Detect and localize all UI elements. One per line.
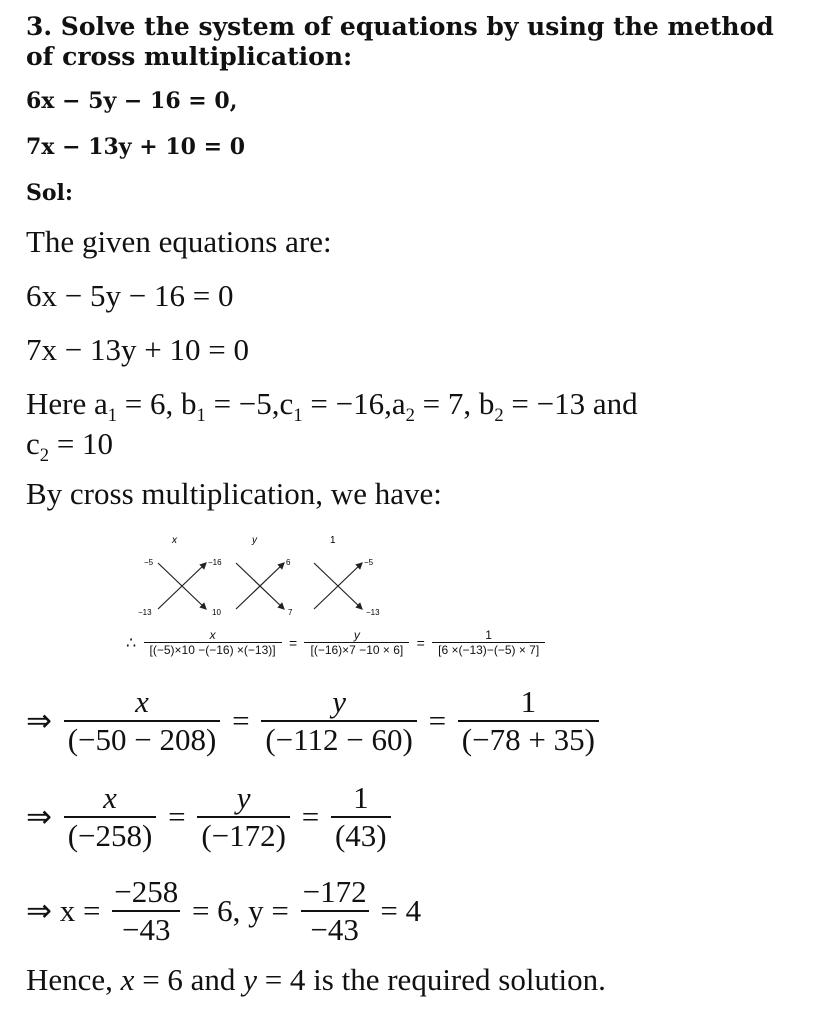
diagram-top-4: −5: [364, 558, 374, 567]
question-title: 3. Solve the system of equations by using the method of cross multiplication:: [26, 12, 774, 71]
given-text: The given equations are:: [26, 224, 332, 259]
given-equation-2: 7x − 13y + 10 = 0: [26, 332, 249, 367]
step4-equation: ⇒ x = $\frac{-258}{-43}$ = 6, y = $\frac{-172}{-43}$ = 4: [26, 874, 422, 947]
step3-one-fraction: $\frac{1}{(43)}$: [331, 780, 391, 854]
step4-x-fraction: $\frac{-258}{-43}$: [114, 874, 179, 947]
step4-y-fraction: $\frac{-172}{-43}$: [302, 874, 367, 947]
diagram-top-3: 6: [286, 558, 291, 567]
step1-equation: ∴ $\frac{x}{[(-5)\times 10 -(-16) \times(-13)]}$ = $\frac{y}{[(-16)\times 7 -10 \times 6]}$ = $\frac{1}{[6 \times(-13)-(-5) \times 7]}$: [122, 628, 545, 657]
cross-multiplication-text: By cross multiplication, we have:: [26, 476, 442, 511]
step2-one-fraction: $\frac{1}{(-78 + 35)}$: [458, 684, 599, 758]
conclusion-text: Hence, x = 6 and y = 4 is the required solution.: [26, 962, 606, 997]
diagram-bottom-2: 10: [212, 608, 221, 617]
diagram-top-2: −16: [208, 558, 222, 567]
coefficients-line-2: [26, 426, 113, 467]
step1-one-fraction: $\frac{1}{[6 \times(-13)-(-5) \times 7]}$: [432, 628, 545, 657]
diagram-label-1: 1: [330, 535, 336, 546]
question-equation-2: 7x − 13y + 10 = 0: [26, 134, 246, 160]
coefficients-line-1: [26, 386, 638, 427]
diagram-top-1: −5: [144, 558, 154, 567]
given-equation-1: 6x − 5y − 16 = 0: [26, 278, 234, 313]
solution-label: Sol:: [26, 180, 74, 206]
step2-equation: ⇒ $\frac{x}{(-50 - 208)}$ = $\frac{y}{(-112 - 60)}$ = $\frac{1}{(-78 + 35)}$: [26, 684, 599, 758]
step3-y-fraction: $\frac{y}{(-172)}$: [197, 780, 290, 854]
therefore-symbol: ∴: [126, 634, 137, 652]
question-equation-1: 6x − 5y − 16 = 0,: [26, 88, 238, 114]
step3-x-fraction: $\frac{x}{(-258)}$: [64, 780, 157, 854]
coef-c2: $c_2 = 10$: [26, 426, 114, 467]
step1-y-fraction: $\frac{y}{[(-16)\times 7 -10 \times 6]}$: [304, 628, 409, 657]
diagram-bottom-1: −13: [138, 608, 152, 617]
cross-multiplication-diagram: [126, 533, 406, 623]
diagram-bottom-4: −13: [366, 608, 380, 617]
coef-b2: $b_2 = -13$ and: [478, 386, 638, 427]
step2-y-fraction: $\frac{y}{(-112 - 60)}$: [261, 684, 416, 758]
step2-x-fraction: $\frac{x}{(-50 - 208)}$: [64, 684, 221, 758]
diagram-label-x: x: [172, 535, 177, 546]
diagram-label-y: y: [252, 535, 257, 546]
step3-equation: ⇒ $\frac{x}{(-258)}$ = $\frac{y}{(-172)}$ = $\frac{1}{(43)}$: [26, 780, 391, 854]
coef-a2: $a_2 = 7$,: [391, 386, 472, 427]
here-text: Here: [26, 386, 87, 421]
coef-a1: $a_1 = 6$,: [93, 386, 174, 427]
coef-b1: $b_1 = -5$,: [181, 386, 280, 427]
step1-x-fraction: $\frac{x}{[(-5)\times 10 -(-16) \times(-13)]}$: [144, 628, 282, 657]
diagram-bottom-3: 7: [288, 608, 293, 617]
coef-c1: $c_1 = -16$,: [279, 386, 392, 427]
